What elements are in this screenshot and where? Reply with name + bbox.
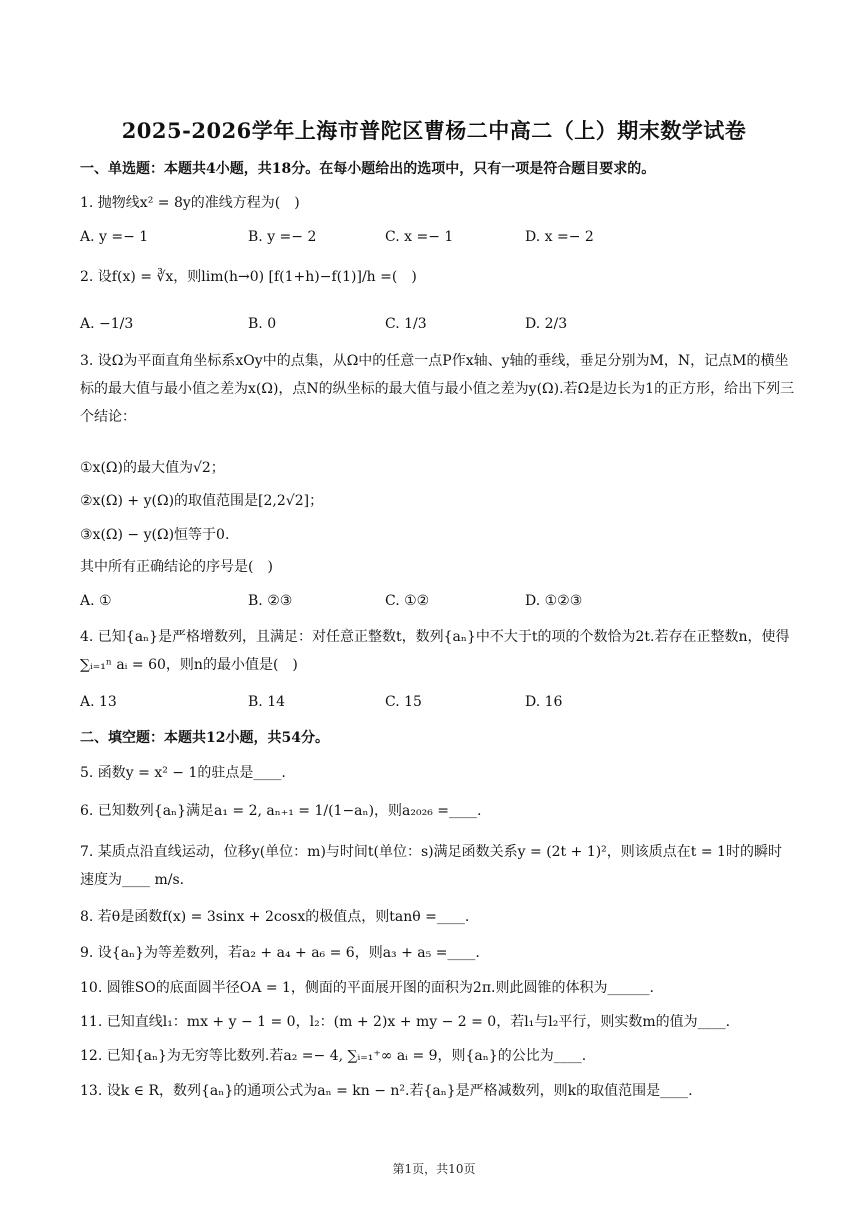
question-12: 12. 已知{aₙ}为无穷等比数列.若a₂ =− 4, ∑ᵢ₌₁⁺∞ aᵢ = 9，则{aₙ}的公比为____.: [80, 1048, 587, 1064]
question-13: 13. 设k ∈ R，数列{aₙ}的通项公式为aₙ = kn − n².若{aₙ}是严格减数列，则k的取值范围是____.: [80, 1083, 693, 1099]
page-title: 2025-2026学年上海市普陀区曹杨二中高二（上）期末数学试卷: [121, 118, 747, 143]
question-5: 5. 函数y = x² − 1的驻点是____.: [80, 765, 286, 781]
option-a: A. ①: [80, 593, 112, 609]
question-10: 10. 圆锥SO的底面圆半径OA = 1，侧面的平面展开图的面积为2π.则此圆锥的体积为______.: [80, 980, 654, 996]
section-header-single-choice: 一、单选题：本题共4小题，共18分。在每小题给出的选项中，只有一项是符合题目要求的。: [80, 161, 656, 177]
question-3-conclusion-1: ①x(Ω)的最大值为√2；: [80, 460, 225, 476]
option-c: C. 15: [385, 694, 422, 710]
option-d: D. 16: [525, 694, 563, 710]
option-b: B. y =− 2: [248, 229, 317, 245]
question-4-options: [80, 694, 795, 714]
option-d: D. 2/3: [525, 316, 568, 332]
option-a: A. y =− 1: [80, 229, 149, 245]
option-b: B. 14: [248, 694, 286, 710]
question-3-conclusion-3: ③x(Ω) − y(Ω)恒等于0.: [80, 527, 230, 543]
question-1-stem: 1. 抛物线x² = 8y的准线方程为( ): [80, 195, 300, 211]
section-header-fill-in: 二、填空题：本题共12小题，共54分。: [80, 730, 329, 746]
option-c: C. ①②: [385, 593, 430, 609]
question-1-options: [80, 229, 795, 249]
option-c: C. 1/3: [385, 316, 427, 332]
question-2-stem: 2. 设f(x) = ∛x，则lim(h→0) [f(1+h)−f(1)]/h =( ): [80, 269, 417, 285]
option-d: D. x =− 2: [525, 229, 594, 245]
option-d: D. ①②③: [525, 593, 583, 609]
question-7: 7. 某质点沿直线运动，位移y(单位：m)与时间t(单位：s)满足函数关系y = (2t + 1)²，则该质点在t = 1时的瞬时速度为____ m/s.: [80, 844, 782, 888]
question-3-options: [80, 593, 795, 613]
option-b: B. ②③: [248, 593, 293, 609]
option-c: C. x =− 1: [385, 229, 454, 245]
question-8: 8. 若θ是函数f(x) = 3sinx + 2cosx的极值点，则tanθ =____.: [80, 909, 470, 925]
question-11: 11. 已知直线l₁：mx + y − 1 = 0，l₂：(m + 2)x + my − 2 = 0，若l₁与l₂平行，则实数m的值为____.: [80, 1014, 731, 1030]
question-3-stem: 3. 设Ω为平面直角坐标系xOy中的点集，从Ω中的任意一点P作x轴、y轴的垂线，垂足分别为M，N，记点M的横坐标的最大值与最小值之差为x(Ω)，点N的纵坐标的最大值与最小值之差为y(Ω).若Ω是边长为1的正方形，给出下列三个结论：: [80, 353, 795, 425]
option-a: A. −1/3: [80, 316, 134, 332]
question-6: 6. 已知数列{aₙ}满足a₁ = 2, aₙ₊₁ = 1/(1−aₙ)，则a₂₀₂₆ =____.: [80, 803, 482, 819]
option-b: B. 0: [248, 316, 277, 332]
question-4-stem: 4. 已知{aₙ}是严格增数列，且满足：对任意正整数t，数列{aₙ}中不大于t的项的个数恰为2t.若存在正整数n，使得∑ᵢ₌₁ⁿ aᵢ = 60，则n的最小值是( ): [80, 629, 790, 673]
option-a: A. 13: [80, 694, 117, 710]
question-2-options: [80, 316, 795, 336]
page-footer: 第1页，共10页: [392, 1162, 476, 1176]
question-3-ask: 其中所有正确结论的序号是( ): [80, 559, 273, 575]
question-3-conclusion-2: ②x(Ω) + y(Ω)的取值范围是[2,2√2]；: [80, 493, 324, 509]
question-9: 9. 设{aₙ}为等差数列，若a₂ + a₄ + a₆ = 6，则a₃ + a₅ =____.: [80, 945, 480, 961]
